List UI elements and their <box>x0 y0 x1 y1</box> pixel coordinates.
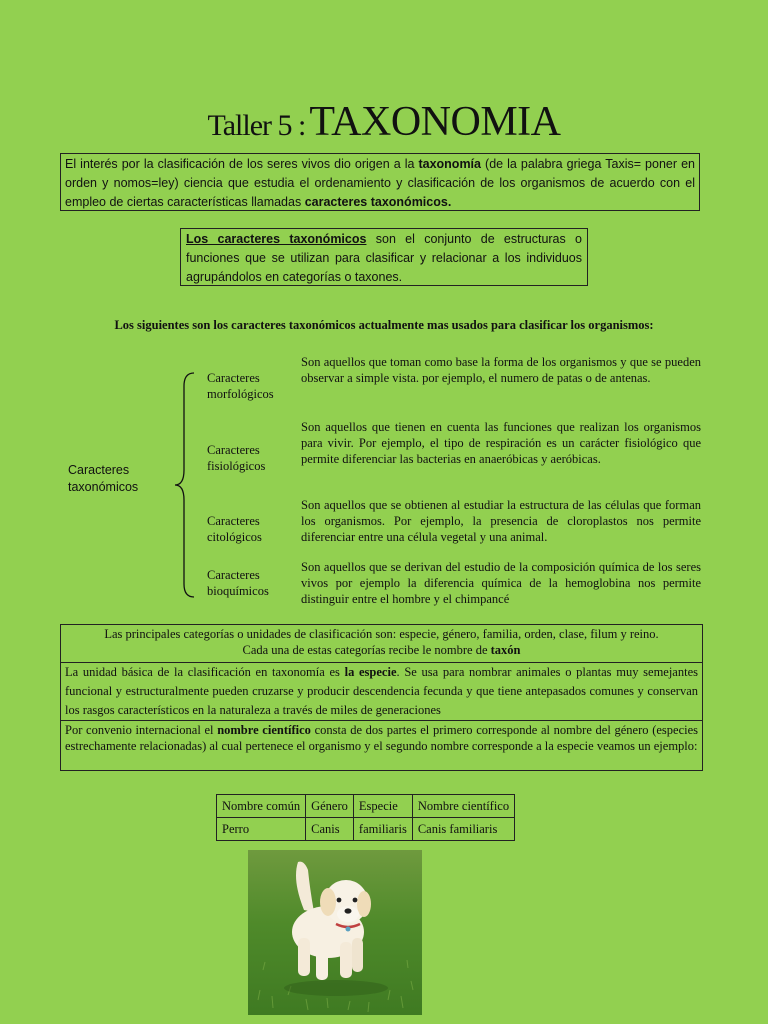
especie-term: la especie <box>344 665 397 679</box>
desc-citologicos: Son aquellos que se obtienen al estudiar la estructura de las células que forman los organismos. Por ejemplo, la presencia de cloroplastos nos permite diferenciar entre una célula vegetal y una animal. <box>301 498 701 544</box>
taxonomic-characters-label: Caracteres taxonómicos <box>68 463 139 494</box>
taxon-term: taxón <box>490 643 521 657</box>
taxonomy-definition-box: El interés por la clasificación de los seres vivos dio origen a la taxonomía (de la palabra griega Taxis= poner en orden y nomos=ley) ciencia que estudia el ordenamiento y clasificación de los organismos de acuerdo con el empleo de ciertas características llamadas caracteres taxonómicos. <box>60 153 700 211</box>
cell-familiaris: familiaris <box>353 818 412 841</box>
puppy-image-icon <box>248 850 422 1015</box>
table-row: La unidad básica de la clasificación en taxonomía es la especie. Se usa para nombrar animales o plantas muy semejantes funcional y estructuralmente pueden cruzarse y producir descendencia fecunda y que tiene antepasados comunes y conservan los rasgos característicos en la naturaleza a través de miles de generaciones <box>61 663 703 721</box>
taxonomic-characters-box: Los caracteres taxonómicos son el conjunto de estructuras o funciones que se utilizan para clasificar y relacionar a los individuos agrupándolos en categorías o taxones. <box>180 228 588 286</box>
category-citologicos: Caracteres citológicos <box>207 514 262 544</box>
intro-heading: Los siguientes son los caracteres taxonómicos actualmente mas usados para clasificar los organismos: <box>114 318 654 332</box>
category-fisiologicos: Caracteres fisiológicos <box>207 443 266 473</box>
desc-bioquimicos: Son aquellos que se derivan del estudio de la composición química de los seres vivos por ejemplo la diferencia química de la hemoglobina nos permite distinguir entre el hombre y el chimpancé <box>301 560 701 606</box>
cell-perro: Perro <box>217 818 306 841</box>
caracteres-taxonomicos-term: Los caracteres taxonómicos <box>186 232 367 246</box>
taxonomia-term: taxonomía <box>418 157 481 171</box>
nombre-cientifico-term: nombre científico <box>217 723 311 737</box>
category-morfologicos: Caracteres morfológicos <box>207 371 274 401</box>
cell-canis-familiaris: Canis familiaris <box>412 818 514 841</box>
cell-canis: Canis <box>306 818 354 841</box>
title-prefix: Taller 5 : <box>207 109 306 142</box>
puppy-photo <box>248 850 422 1015</box>
table-row: Las principales categorías o unidades de clasificación son: especie, género, familia, orden, clase, filum y reino. Cada una de estas categorías recibe le nombre de taxón <box>61 625 703 663</box>
scientific-name-table <box>216 794 515 841</box>
header-nombre-comun: Nombre común <box>217 795 306 818</box>
header-genero: Género <box>306 795 354 818</box>
table-header-row <box>217 795 515 818</box>
header-nombre-cientifico: Nombre científico <box>412 795 514 818</box>
curly-brace-icon <box>174 372 196 598</box>
header-especie: Especie <box>353 795 412 818</box>
title-main: TAXONOMIA <box>309 99 561 145</box>
category-bioquimicos: Caracteres bioquímicos <box>207 568 269 598</box>
desc-fisiologicos: Son aquellos que tienen en cuenta las funciones que realizan los organismos para vivir. Por ejemplo, el tipo de respiración es un carácter fisiológico que permite diferenciar las bacterias en anaeróbicas y aeróbicas. <box>301 420 701 466</box>
caracteres-term: caracteres taxonómicos. <box>304 195 452 209</box>
classification-info-table <box>60 624 703 771</box>
table-row: Por convenio internacional el nombre científico consta de dos partes el primero corresponde al nombre del género (especies estrechamente relacionadas) al cual pertenece el organismo y el segundo nombre corresponde a la especie veamos un ejemplo: <box>61 721 703 771</box>
desc-morfologicos: Son aquellos que toman como base la forma de los organismos y que se pueden observar a simple vista. por ejemplo, el numero de patas o de antenas. <box>301 355 701 385</box>
table-row <box>217 818 515 841</box>
page-title <box>0 98 768 146</box>
